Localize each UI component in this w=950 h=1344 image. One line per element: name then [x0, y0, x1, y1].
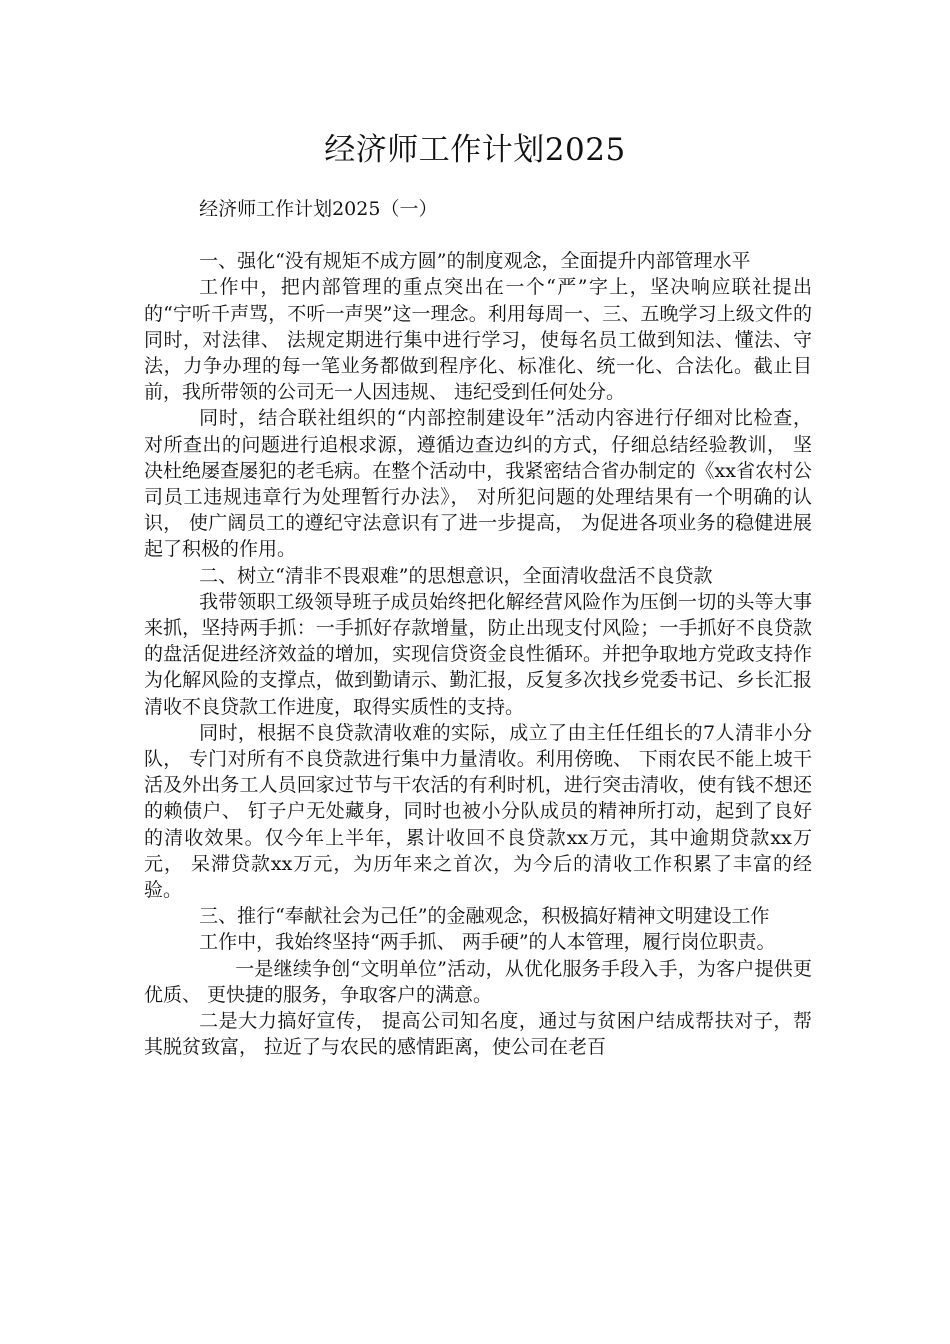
paragraph: 二是大力搞好宣传， 提高公司知名度，通过与贫困户结成帮扶对子，帮其脱贫致富， 拉近了与农民的感情距离，使公司在老百 — [144, 1010, 812, 1059]
paragraph: 工作中，我始终坚持“两手抓、 两手硬”的人本管理，履行岗位职责。 — [199, 931, 776, 954]
paragraph: 同时，结合联社组织的“内部控制建设年”活动内容进行仔细对比检查， 对所查出的问题进行追根求源，遵循边查边纠的方式，仔细总结经验教训， 坚决杜绝屡查屡犯的老毛病。在整个活动中，我紧密结合省办制定的《xx省农村公司员工违规违章行为处理暂行办法》， 对所犯问题的处理结果有一个明确的认识， 使广阔员工的遵纪守法意识有了进一步提高， 为促进各项业务的稳健进展起了积极的作用。 — [144, 407, 812, 561]
section-heading-2: 二、树立“清非不畏艰难”的思想意识，全面清收盘活不良贷款 — [199, 564, 713, 587]
paragraph: 一是继续争创“文明单位”活动，从优化服务手段入手，为客户提供更优质、 更快捷的服务，争取客户的满意。 — [144, 957, 812, 1006]
document-body — [144, 196, 812, 1061]
section-heading-3: 三、推行“奉献社会为己任”的金融观念，积极搞好精神文明建设工作 — [199, 905, 770, 928]
document-title: 经济师工作计划2025 — [324, 132, 626, 168]
document-subtitle: 经济师工作计划2025（一） — [199, 198, 438, 220]
section-heading-1: 一、强化“没有规矩不成方圆”的制度观念，全面提升内部管理水平 — [199, 250, 751, 273]
paragraph: 我带领职工级领导班子成员始终把化解经营风险作为压倒一切的头等大事来抓，坚持两手抓：一手抓好存款增量，防止出现支付风险；一手抓好不良贷款的盘活促进经济效益的增加，实现信贷资金良性循环。并把争取地方党政支持作为化解风险的支撑点，做到勤请示、勤汇报，反复多次找乡党委书记、乡长汇报清收不良贷款工作进度，取得实质性的支持。 — [144, 590, 812, 718]
paragraph: 同时，根据不良贷款清收难的实际，成立了由主任任组长的7人清非小分队， 专门对所有不良贷款进行集中力量清收。利用傍晚、 下雨农民不能上坡干活及外出务工人员回家过节与干农活的有利时机，进行突击清收，使有钱不想还的赖债户、 钉子户无处藏身，同时也被小分队成员的精神所打动，起到了良好的清收效果。仅今年上半年，累计收回不良贷款xx万元，其中逾期贷款xx万元， 呆滞贷款xx万元，为历年来之首次，为今后的清收工作积累了丰富的经验。 — [144, 721, 812, 902]
paragraph: 工作中，把内部管理的重点突出在一个“严”字上，坚决响应联社提出的“宁听千声骂，不听一声哭”这一理念。利用每周一、三、五晚学习上级文件的同时，对法律、 法规定期进行集中进行学习，使每名员工做到知法、懂法、守法，力争办理的每一笔业务都做到程序化、标准化、统一化、合法化。截止目前，我所带领的公司无一人因违规、 违纪受到任何处分。 — [144, 276, 812, 404]
